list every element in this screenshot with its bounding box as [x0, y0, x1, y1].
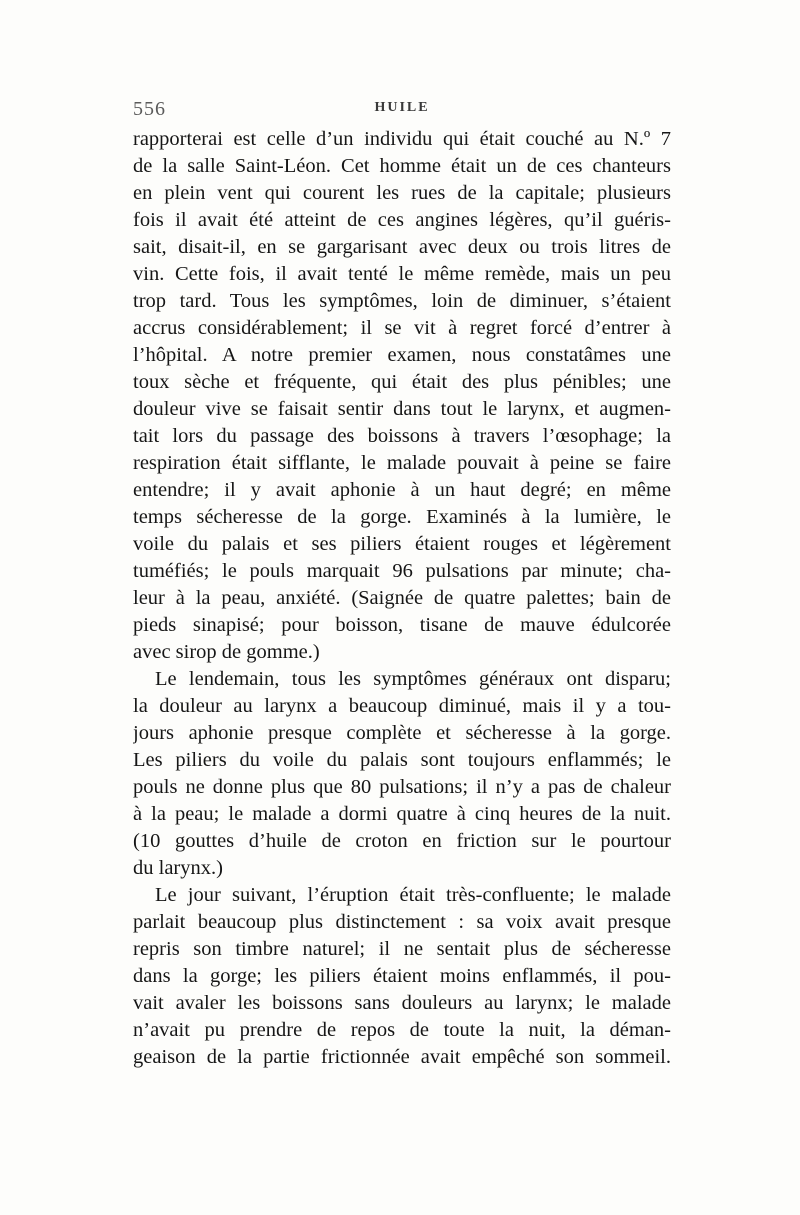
text-line: leur à la peau, anxiété. (Saignée de quatre palettes; bain de — [133, 587, 671, 609]
running-head — [133, 98, 671, 122]
text-line: pieds sinapisé; pour boisson, tisane de mauve édulcorée — [133, 614, 671, 636]
text-line: en plein vent qui courent les rues de la capitale; plusieurs — [133, 182, 671, 204]
text-line: toux sèche et fréquente, qui était des plus pénibles; une — [133, 371, 671, 393]
text-line: douleur vive se faisait sentir dans tout le larynx, et augmen- — [133, 398, 671, 420]
text-line: vait avaler les boissons sans douleurs au larynx; le malade — [133, 992, 671, 1014]
text-line: temps sécheresse de la gorge. Examinés à la lumière, le — [133, 506, 671, 528]
text-line: Les piliers du voile du palais sont toujours enflammés; le — [133, 749, 671, 771]
text-line: respiration était sifflante, le malade pouvait à peine se faire — [133, 452, 671, 474]
text-line: accrus considérablement; il se vit à regret forcé d’entrer à — [133, 317, 671, 339]
text-line: (10 gouttes d’huile de croton en friction sur le pourtour — [133, 830, 671, 852]
paragraph-start-line: Le lendemain, tous les symptômes généraux ont disparu; — [155, 668, 671, 690]
text-line: à la peau; le malade a dormi quatre à cinq heures de la nuit. — [133, 803, 671, 825]
text-line: sait, disait-il, en se gargarisant avec deux ou trois litres de — [133, 236, 671, 258]
text-line: rapporterai est celle d’un individu qui était couché au N.º 7 — [133, 128, 671, 150]
page-number: 556 — [133, 98, 166, 120]
running-title: HUILE — [374, 100, 430, 115]
text-line: jours aphonie presque complète et sécheresse à la gorge. — [133, 722, 671, 744]
text-line: de la salle Saint-Léon. Cet homme était un de ces chanteurs — [133, 155, 671, 177]
text-line: dans la gorge; les piliers étaient moins enflammés, il pou- — [133, 965, 671, 987]
text-line: du larynx.) — [133, 857, 223, 879]
text-line: trop tard. Tous les symptômes, loin de diminuer, s’étaient — [133, 290, 671, 312]
paragraph-start-line: Le jour suivant, l’éruption était très-confluente; le malade — [155, 884, 671, 906]
text-line: fois il avait été atteint de ces angines légères, qu’il guéris- — [133, 209, 671, 231]
text-line: vin. Cette fois, il avait tenté le même remède, mais un peu — [133, 263, 671, 285]
text-line: repris son timbre naturel; il ne sentait plus de sécheresse — [133, 938, 671, 960]
text-line: l’hôpital. A notre premier examen, nous constatâmes une — [133, 344, 671, 366]
text-line: n’avait pu prendre de repos de toute la nuit, la déman- — [133, 1019, 671, 1041]
text-line: entendre; il y avait aphonie à un haut degré; en même — [133, 479, 671, 501]
text-line: geaison de la partie frictionnée avait empêché son sommeil. — [133, 1046, 671, 1068]
text-line: tuméfiés; le pouls marquait 96 pulsations par minute; cha- — [133, 560, 671, 582]
text-line: pouls ne donne plus que 80 pulsations; il n’y a pas de chaleur — [133, 776, 671, 798]
body-text — [133, 126, 671, 1071]
text-line: tait lors du passage des boissons à travers l’œsophage; la — [133, 425, 671, 447]
text-line: voile du palais et ses piliers étaient rouges et légèrement — [133, 533, 671, 555]
text-line: parlait beaucoup plus distinctement : sa voix avait presque — [133, 911, 671, 933]
text-line: la douleur au larynx a beaucoup diminué, mais il y a tou- — [133, 695, 671, 717]
text-line: avec sirop de gomme.) — [133, 641, 320, 663]
